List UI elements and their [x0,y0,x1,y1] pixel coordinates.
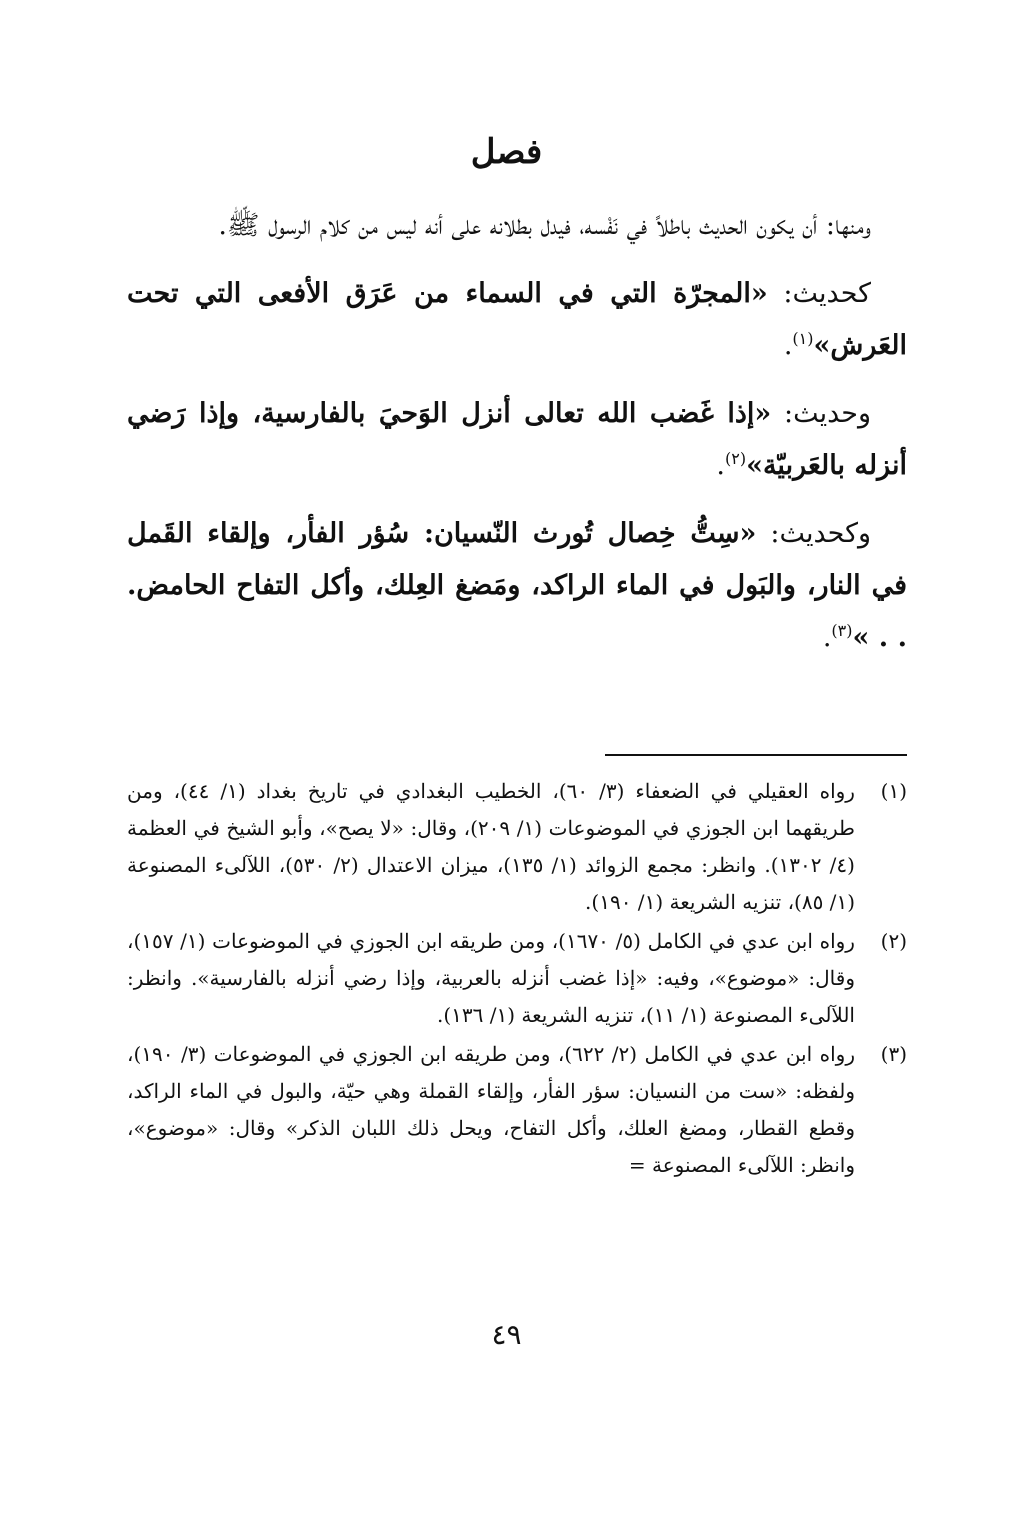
hadith-quote: «إذا غَضب الله تعالى أنزل الوَحيَ بالفارسية، وإذا رَضي أنزله بالعَربيّة» [127,398,907,481]
paragraph-end: . [716,450,725,481]
footnote-number: (٢) [880,929,907,953]
paragraph-end: . [822,622,832,653]
footnote-text: رواه ابن عدي في الكامل (٢/ ٦٢٢)، ومن طريقه ابن الجوزي في الموضوعات (٣/ ١٩٠)، ولفظه: «ست من النسيان: سؤر الفأر، وإلقاء القملة وهي حيّة، والبول في الماء الراكد، وقطع القطار، ومضغ العلك، وأكل التفاح، ويحل ذلك اللبان الذكر» وقال: «موضوع»، وانظر: اللآلىء المصنوعة = [127,1042,855,1177]
footnote-text: رواه ابن عدي في الكامل (٥/ ١٦٧٠)، ومن طريقه ابن الجوزي في الموضوعات (١/ ١٥٧)، وقال: «موضوع»، وفيه: «إذا غضب أنزله بالعربية، وإذا رضي أنزله بالفارسية». وانظر: اللآلىء المصنوعة (١/ ١١)، تنزيه الشريعة (١/ ١٣٦). [127,929,855,1027]
page-number: ٤٩ [491,1318,522,1351]
paragraph-hadith-1 [127,268,907,372]
section-title: فصل [470,132,543,172]
hadith-lead: كحديث: [767,278,871,309]
main-text [127,200,907,680]
footnote-item [127,923,907,1034]
hadith-quote: «المجرّة التي في السماء من عَرَق الأفعى التي تحت العَرش» [127,278,907,361]
paragraph-hadith-3 [127,508,907,664]
footnote-number: (١) [880,779,907,803]
footnote-item [127,773,907,921]
footnote-number: (٣) [880,1042,907,1066]
footnote-item [127,1036,907,1184]
paragraph-end: . [783,330,793,361]
footnote-text: رواه العقيلي في الضعفاء (٣/ ٦٠)، الخطيب البغدادي في تاريخ بغداد (١/ ٤٤)، ومن طريقهما ابن الجوزي في الموضوعات (١/ ٢٠٩)، وقال: «لا يصح»، وأبو الشيخ في العظمة (٤/ ١٣٠٢). وانظر: مجمع الزوائد (١/ ١٣٥)، ميزان الاعتدال (٢/ ٥٣٠)، اللآلىء المصنوعة (١/ ٨٥)، تنزيه الشريعة (١/ ١٩٠). [127,779,855,914]
footnote-ref[interactable]: (٣) [831,621,853,640]
footnote-ref[interactable]: (٢) [724,449,747,468]
hadith-quote: «سِتُّ خِصال تُورث النّسيان: سُؤر الفأر، وإلقاء القَمل في النار، والبَول في الماء الراكد، ومَضغ العِلك، وأكل التفاح الحامض. . . » [127,518,907,653]
paragraph-intro: ومنها: أن يكون الحديث باطلاً في نَفْسه، فيدل بطلانه على أنه ليس من كلام الرسول ﷺ. [218,210,871,241]
footnotes [127,773,907,1186]
paragraph-hadith-2 [127,388,907,492]
hadith-lead: وكحديث: [756,518,871,549]
footnote-ref[interactable]: (١) [792,329,814,348]
footnote-divider [605,754,907,756]
hadith-lead: وحديث: [771,398,871,429]
